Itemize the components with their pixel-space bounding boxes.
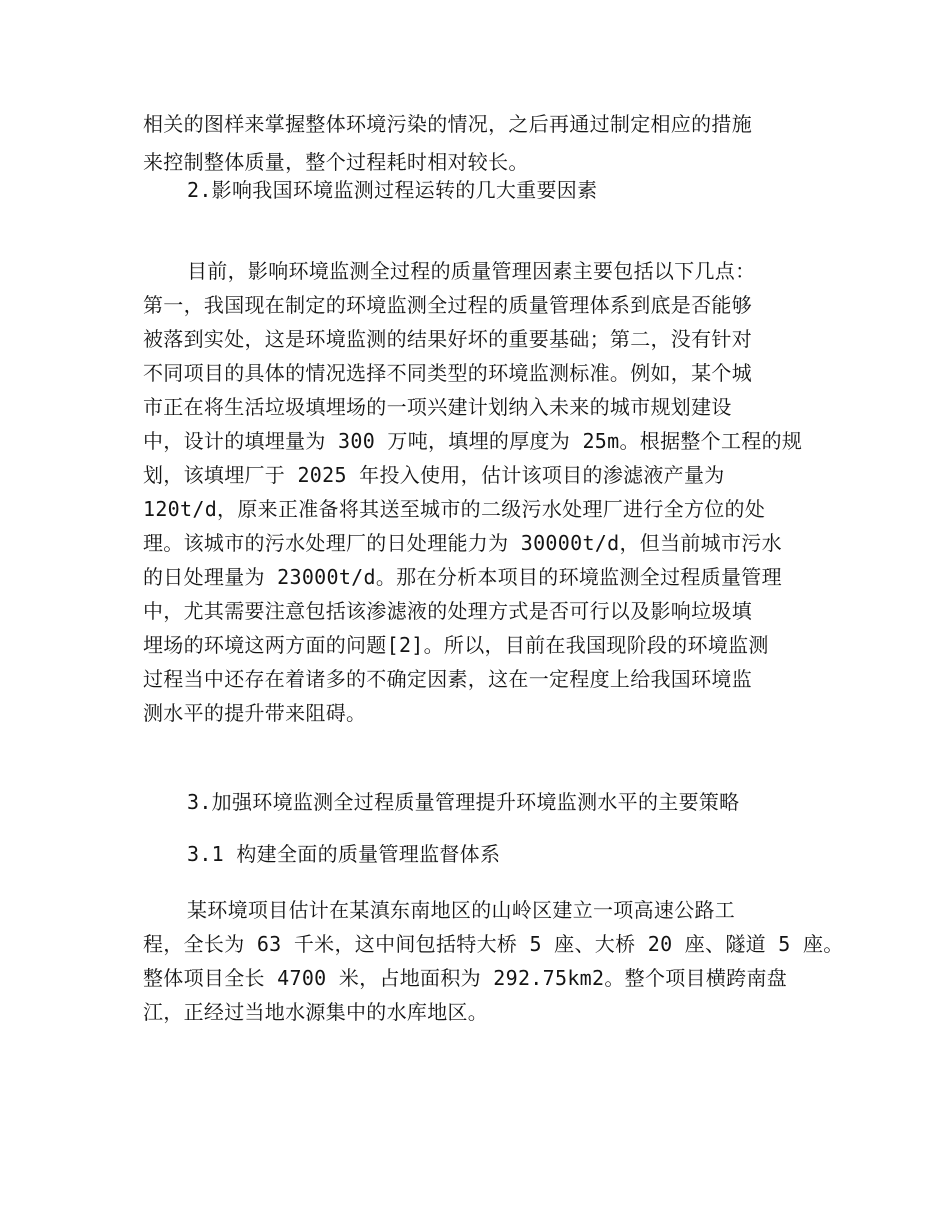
section-heading: 2.影响我国环境监测过程运转的几大重要因素 bbox=[187, 178, 598, 202]
paragraph-line: 120t/d，原来正准备将其送至城市的二级污水处理厂进行全方位的处 bbox=[143, 497, 766, 521]
paragraph-line: 划，该填埋厂于 2025 年投入使用，估计该项目的渗滤液产量为 bbox=[143, 463, 725, 487]
paragraph-line: 的日处理量为 23000t/d。那在分析本项目的环境监测全过程质量管理 bbox=[143, 565, 782, 589]
paragraph-line: 中，设计的填埋量为 300 万吨，填埋的厚度为 25m。根据整个工程的规 bbox=[143, 429, 803, 453]
paragraph-line: 不同项目的具体的情况选择不同类型的环境监测标准。例如，某个城 bbox=[143, 361, 752, 385]
subsection-heading: 3.1 构建全面的质量管理监督体系 bbox=[187, 842, 501, 866]
paragraph-line: 江，正经过当地水源集中的水库地区。 bbox=[143, 1000, 489, 1024]
paragraph-line: 被落到实处，这是环境监测的结果好坏的重要基础；第二，没有针对 bbox=[143, 327, 752, 351]
paragraph-line: 相关的图样来掌握整体环境污染的情况，之后再通过制定相应的措施 bbox=[143, 112, 752, 136]
paragraph-line: 过程当中还存在着诸多的不确定因素，这在一定程度上给我国环境监 bbox=[143, 667, 752, 691]
paragraph-line: 第一，我国现在制定的环境监测全过程的质量管理体系到底是否能够 bbox=[143, 293, 752, 317]
paragraph-line: 测水平的提升带来阻碍。 bbox=[143, 701, 367, 725]
section-heading: 3.加强环境监测全过程质量管理提升环境监测水平的主要策略 bbox=[187, 790, 740, 814]
paragraph-line: 埋场的环境这两方面的问题[2]。所以，目前在我国现阶段的环境监测 bbox=[143, 633, 769, 657]
paragraph-line: 来控制整体质量，整个过程耗时相对较长。 bbox=[143, 150, 529, 174]
paragraph-line: 整体项目全长 4700 米，占地面积为 292.75km2。整个项目横跨南盘 bbox=[143, 966, 788, 990]
paragraph-line: 程，全长为 63 千米，这中间包括特大桥 5 座、大桥 20 座、隧道 5 座。 bbox=[143, 932, 844, 956]
paragraph-line: 中，尤其需要注意包括该渗滤液的处理方式是否可行以及影响垃圾填 bbox=[143, 599, 752, 623]
paragraph-line: 某环境项目估计在某滇东南地区的山岭区建立一项高速公路工 bbox=[187, 898, 736, 922]
paragraph-line: 理。该城市的污水处理厂的日处理能力为 30000t/d，但当前城市污水 bbox=[143, 531, 782, 555]
paragraph-line: 目前，影响环境监测全过程的质量管理因素主要包括以下几点： bbox=[187, 259, 756, 283]
paragraph-line: 市正在将生活垃圾填埋场的一项兴建计划纳入未来的城市规划建设 bbox=[143, 395, 732, 419]
